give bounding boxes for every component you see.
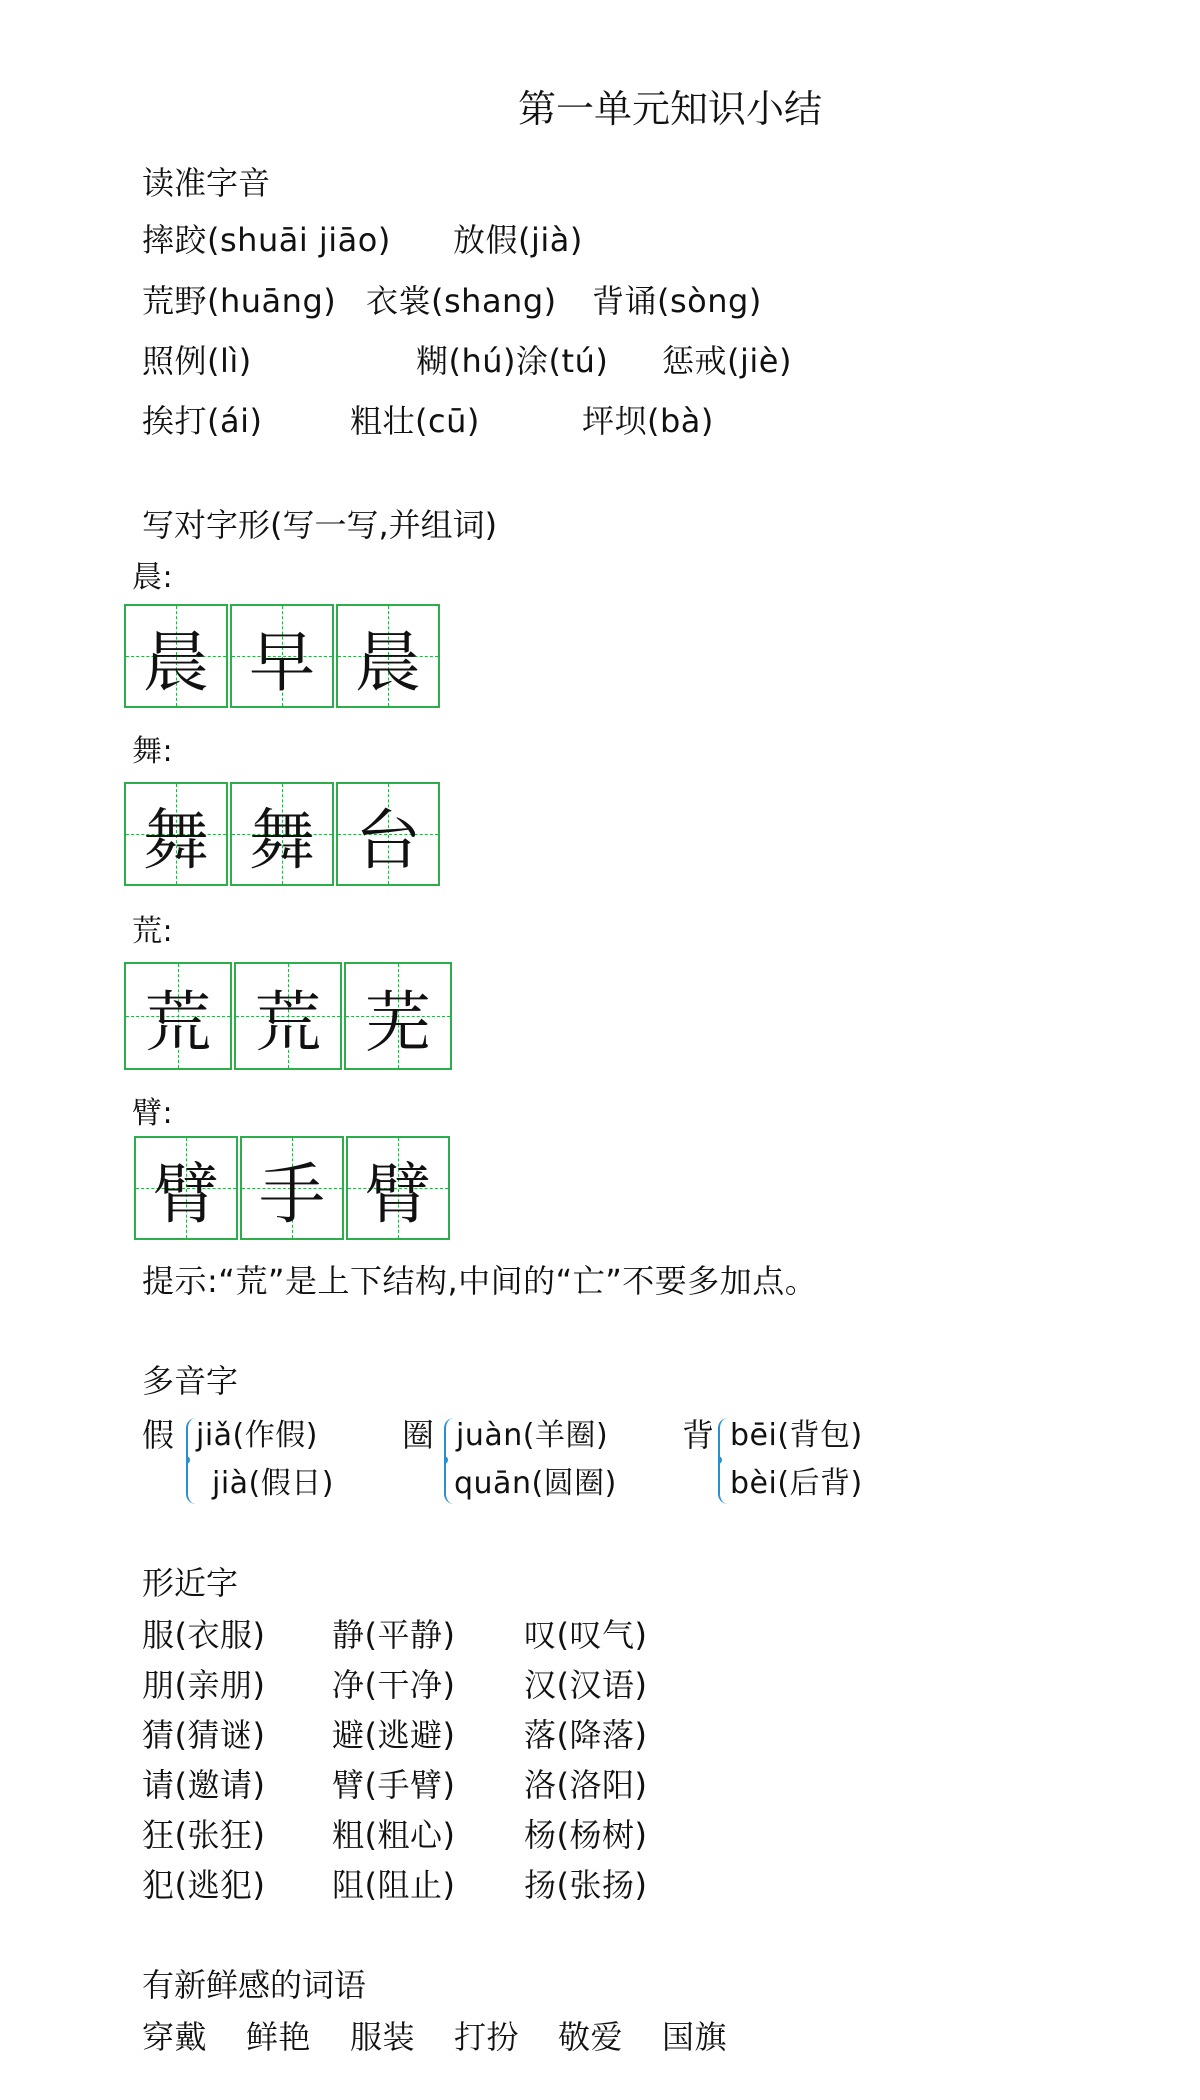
writing-cell: 臂: [346, 1136, 450, 1240]
pronunciation-item: 衣裳(shang): [366, 282, 557, 320]
fresh-word: 国旗: [662, 2018, 728, 2056]
similar-char-item: 阻(阻止): [332, 1866, 456, 1904]
page-title: 第一单元知识小结: [517, 87, 822, 131]
pronunciation-item: 荒野(huāng): [142, 282, 337, 320]
polyphone-reading: jià(假日): [212, 1466, 334, 1501]
writing-cell: 臂: [134, 1136, 238, 1240]
polyphone-reading: bēi(背包): [730, 1418, 863, 1453]
brace-icon: [718, 1418, 730, 1504]
section-heading-polyphones: 多音字: [142, 1362, 239, 1400]
writing-cell: 荒: [234, 962, 342, 1070]
similar-char-item: 粗(粗心): [332, 1816, 456, 1854]
similar-char-item: 汉(汉语): [524, 1666, 648, 1704]
similar-char-item: 杨(杨树): [524, 1816, 648, 1854]
similar-char-item: 叹(叹气): [524, 1616, 648, 1654]
pronunciation-item: 背诵(sòng): [592, 282, 762, 320]
pronunciation-item: 坪坝(bà): [582, 402, 714, 440]
writing-cell: 芜: [344, 962, 452, 1070]
pronunciation-item: 惩戒(jiè): [662, 342, 792, 380]
similar-char-item: 猜(猜谜): [142, 1716, 266, 1754]
writing-grid-row: [124, 962, 454, 1070]
section-heading-pronunciation: 读准字音: [142, 164, 271, 202]
fresh-word: 服装: [350, 2018, 416, 2056]
polyphone-reading: bèi(后背): [730, 1466, 863, 1501]
pronunciation-item: 粗壮(cū): [350, 402, 480, 440]
section-heading-fresh-words: 有新鲜感的词语: [142, 1966, 367, 2004]
char-label: 舞:: [132, 734, 174, 769]
similar-char-item: 避(逃避): [332, 1716, 456, 1754]
similar-char-item: 请(邀请): [142, 1766, 266, 1804]
char-label: 晨:: [132, 560, 174, 595]
writing-cell: 舞: [124, 782, 228, 886]
polyphone-char: 背: [682, 1416, 715, 1454]
writing-cell: 晨: [124, 604, 228, 708]
polyphone-char: 假: [142, 1416, 175, 1454]
char-label: 臂:: [132, 1096, 174, 1131]
polyphone-reading: quān(圆圈): [454, 1466, 617, 1501]
pronunciation-item: 挨打(ái): [142, 402, 263, 440]
writing-cell: 荒: [124, 962, 232, 1070]
writing-cell: 晨: [336, 604, 440, 708]
writing-grid-row: [124, 782, 442, 886]
similar-char-item: 服(衣服): [142, 1616, 266, 1654]
writing-grid-row: [134, 1136, 452, 1240]
fresh-word: 打扮: [454, 2018, 520, 2056]
section-heading-writing: 写对字形(写一写,并组词): [142, 506, 498, 544]
char-label: 荒:: [132, 914, 174, 949]
similar-char-item: 狂(张狂): [142, 1816, 266, 1854]
fresh-word: 敬爱: [558, 2018, 624, 2056]
similar-char-item: 洛(洛阳): [524, 1766, 648, 1804]
similar-char-item: 静(平静): [332, 1616, 456, 1654]
writing-cell: 舞: [230, 782, 334, 886]
similar-char-item: 扬(张扬): [524, 1866, 648, 1904]
similar-char-item: 犯(逃犯): [142, 1866, 266, 1904]
similar-char-item: 落(降落): [524, 1716, 648, 1754]
pronunciation-item: 摔跤(shuāi jiāo): [142, 221, 391, 259]
similar-char-item: 净(干净): [332, 1666, 456, 1704]
writing-grid-row: [124, 604, 442, 708]
writing-cell: 台: [336, 782, 440, 886]
writing-cell: 手: [240, 1136, 344, 1240]
similar-char-item: 朋(亲朋): [142, 1666, 266, 1704]
writing-tip: 提示:“荒”是上下结构,中间的“亡”不要多加点。: [142, 1262, 818, 1300]
writing-cell: 早: [230, 604, 334, 708]
similar-char-item: 臂(手臂): [332, 1766, 456, 1804]
polyphone-reading: juàn(羊圈): [456, 1418, 609, 1453]
polyphone-reading: jiǎ(作假): [196, 1418, 318, 1453]
pronunciation-item: 放假(jià): [453, 221, 583, 259]
pronunciation-item: 照例(lì): [142, 342, 252, 380]
pronunciation-item: 糊(hú)涂(tú): [416, 342, 609, 380]
fresh-word: 穿戴: [142, 2018, 208, 2056]
fresh-word: 鲜艳: [246, 2018, 312, 2056]
polyphone-char: 圈: [402, 1416, 435, 1454]
section-heading-similar-chars: 形近字: [142, 1564, 239, 1602]
